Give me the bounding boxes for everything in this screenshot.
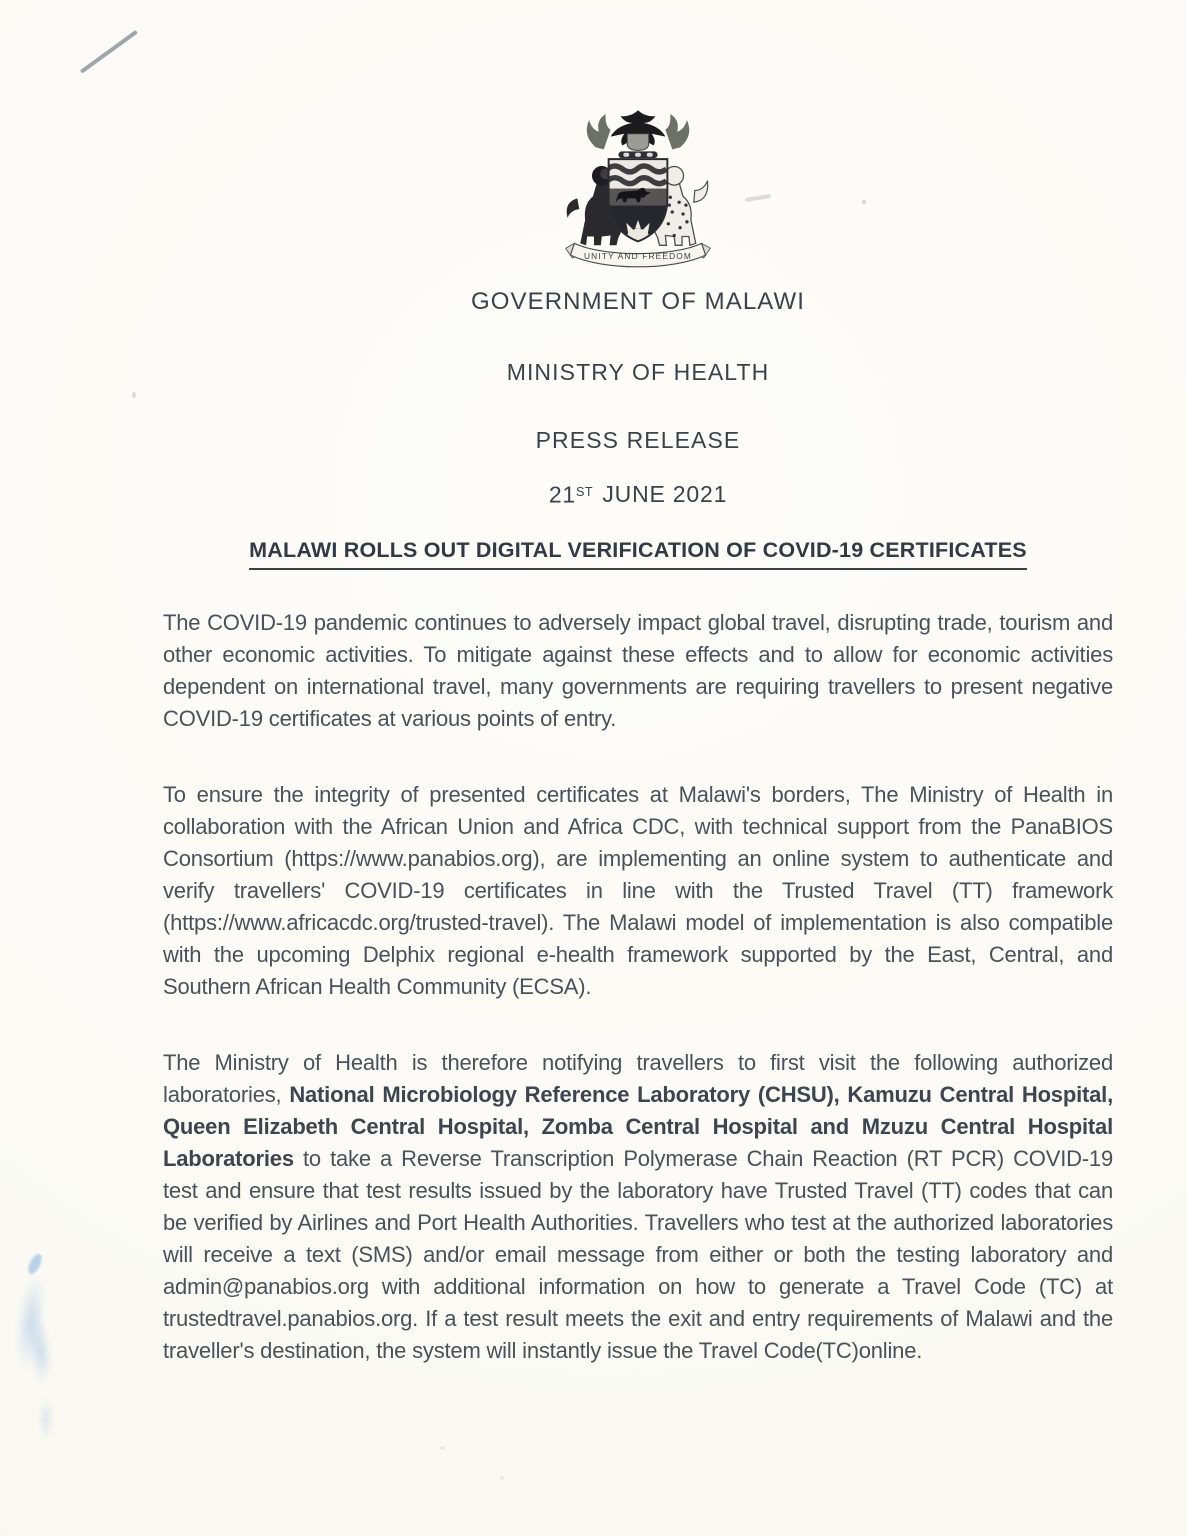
date-ordinal: ST (576, 485, 594, 499)
torse-twist (647, 153, 653, 157)
leopard-tail (694, 181, 708, 203)
date-day: 21 (548, 481, 576, 508)
paragraph-segment: to take a Reverse Transcription Polymerase Chain Reaction (RT PCR) COVID-19 test and ensure that test results issued by the laboratory have Trusted Travel (TT) codes that can be verified by Airlines and Port Health Authorities. Travellers who test at the authorized laboratories will receive a text (SMS) and/or email message from either or both the testing laboratory and admin@panabios.org with additional information on how to generate a Travel Code (TC) at trustedtravel.panabios.org. If a test result meets the exit and entry requirements of Malawi and the traveller's destination, the system will instantly issue the Travel Code(TC)online. (163, 1146, 1113, 1364)
blue-ink-smudge (22, 1301, 60, 1413)
torse-twist (623, 153, 629, 157)
blue-ink-smudge (1, 1260, 57, 1414)
motto-text: UNITY AND FREEDOM (583, 251, 693, 262)
date-month-year: JUNE 2021 (602, 481, 728, 508)
document-content (163, 0, 1113, 1411)
malawi-coat-of-arms (545, 104, 731, 276)
scan-speck (132, 392, 136, 398)
torse-twist (635, 153, 641, 157)
government-heading: GOVERNMENT OF MALAWI (470, 288, 806, 315)
emblem-container (163, 0, 1113, 281)
title-container (163, 537, 1113, 570)
press-release-paragraph (163, 607, 1113, 735)
press-release-paragraph (163, 779, 1113, 1003)
press-release-paragraph (163, 1047, 1113, 1367)
left-sprig (587, 114, 611, 149)
scan-speck (440, 1446, 445, 1450)
blue-ink-smudge (36, 1392, 56, 1458)
press-release-heading: PRESS RELEASE (535, 427, 741, 453)
pen-stroke-artifact (80, 30, 138, 74)
paragraph-bold-segment: National Microbiology Reference Laboratory (CHSU), Kamuzu Central Hospital, Queen Elizabeth Central Hospital, Zomba Central Hospital and Mzuzu Central Hospital Laboratories (163, 1082, 1113, 1172)
press-release-body (163, 607, 1113, 1367)
blue-ink-smudge (26, 1252, 45, 1276)
document-title: MALAWI ROLLS OUT DIGITAL VERIFICATION OF COVID-19 CERTIFICATES (249, 537, 1027, 570)
paragraph-segment: To ensure the integrity of presented certificates at Malawi's borders, The Ministry of Health in collaboration with the African Union and Africa CDC, with technical support from the PanaBIOS Consortium (https://www.panabios.org), are implementing an online system to authenticate and verify travellers' COVID-19 certificates in line with the Trusted Travel (TT) framework (https://www.africacdc.org/trusted-travel). The Malawi model of implementation is also compatible with the upcoming Delphix regional e-health framework supported by the East, Central, and Southern African Health Community (ECSA). (163, 782, 1113, 1000)
ministry-heading: MINISTRY OF HEALTH (506, 359, 770, 385)
helm (627, 134, 649, 151)
right-sprig (665, 114, 689, 149)
paragraph-segment: The COVID-19 pandemic continues to adversely impact global travel, disrupting trade, tourism and other economic activities. To mitigate against these effects and to allow for economic activities dependent on international travel, many governments are requiring travellers to present negative COVID-19 certificates at various points of entry. (163, 610, 1113, 732)
scan-speck (500, 1476, 504, 1480)
lion-tail (567, 198, 580, 218)
release-date (163, 479, 1113, 507)
paragraph-segment: The Ministry of Health is therefore notifying travellers to first visit the following authorized laboratories, (163, 1050, 1113, 1108)
